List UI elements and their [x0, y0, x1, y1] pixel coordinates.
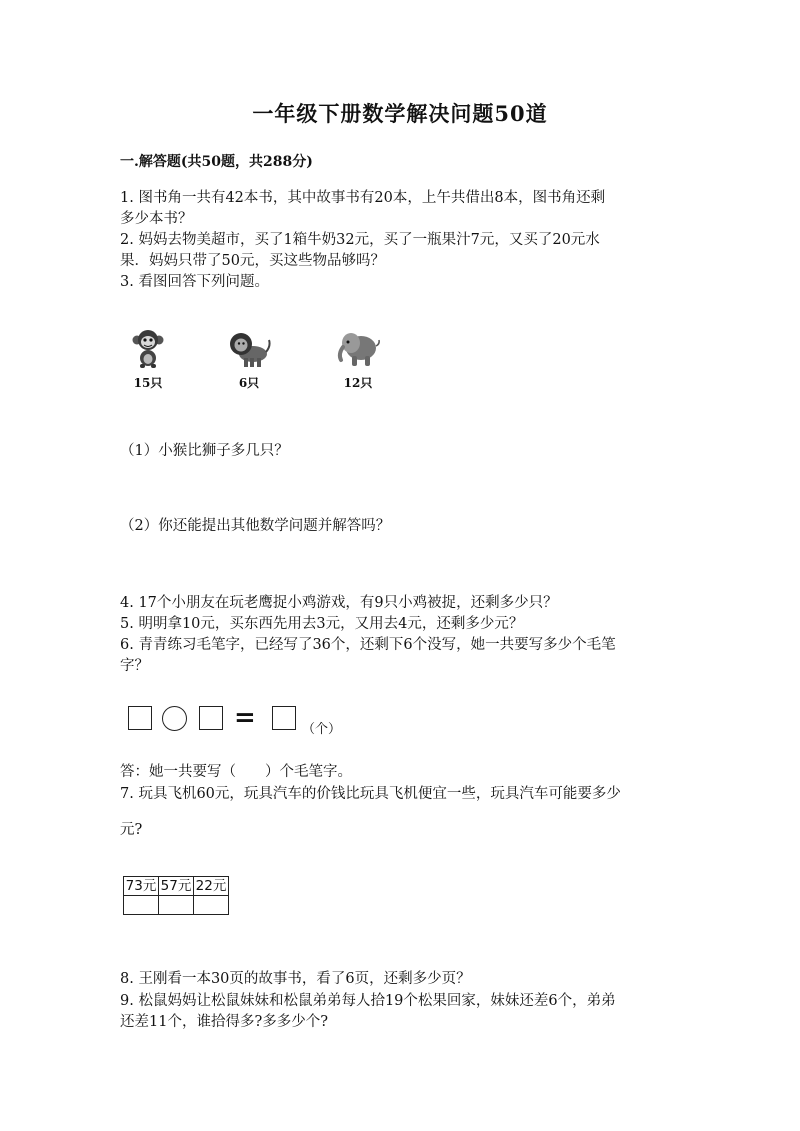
page-title: 一年级下册数学解决问题50道 — [252, 101, 548, 126]
question-3-sub-2: （2）你还能提出其他数学问题并解答吗？ — [120, 518, 391, 534]
question-4-line: 4. 17个小朋友在玩老鹰捉小鸡游戏，有9只小鸡被捉，还剩多少只？ — [120, 595, 558, 611]
equals-sign: = — [234, 703, 256, 733]
blank-cell-1 — [124, 896, 159, 915]
price-table — [123, 876, 229, 915]
price-row — [124, 877, 229, 896]
equation-unit: （个） — [302, 722, 342, 737]
question-1-line-1: 1. 图书角一共有42本书，其中故事书有20本，上午共借出8本，图书角还剩 — [120, 190, 606, 206]
animal-lion — [219, 328, 279, 391]
blank-cell-2 — [159, 896, 194, 915]
elephant-icon — [335, 328, 381, 368]
monkey-icon — [131, 328, 165, 368]
monkey-count: 15只 — [133, 376, 163, 390]
question-6-line-2: 字？ — [120, 658, 149, 674]
question-3-line: 3. 看图回答下列问题。 — [120, 274, 269, 290]
animal-elephant — [328, 328, 388, 391]
price-cell-2: 57元 — [159, 877, 194, 896]
question-6-answer: 答：她一共要写（ ）个毛笔字。 — [120, 764, 352, 780]
question-5-line: 5. 明明拿10元，买东西先用去3元，又用去4元，还剩多少元？ — [120, 616, 524, 632]
price-cell-1: 73元 — [124, 877, 159, 896]
question-8-line: 8. 王刚看一本30页的故事书，看了6页，还剩多少页？ — [120, 971, 471, 987]
question-7-line-2: 元? — [120, 822, 143, 838]
section-heading: 一.解答题(共50题，共288分) — [120, 154, 313, 170]
blank-row — [124, 896, 229, 915]
price-cell-3: 22元 — [194, 877, 229, 896]
animal-picture — [118, 328, 418, 398]
question-9-line-2: 还差11个，谁拾得多?多多少个? — [120, 1014, 328, 1030]
answer-box-1 — [128, 706, 152, 730]
answer-box-3 — [272, 706, 296, 730]
animal-monkey — [118, 328, 178, 391]
blank-cell-3 — [194, 896, 229, 915]
operator-circle — [162, 706, 187, 731]
question-9-line-1: 9. 松鼠妈妈让松鼠妹妹和松鼠弟弟每人拾19个松果回家，妹妹还差6个，弟弟 — [120, 993, 616, 1009]
lion-count: 6只 — [238, 376, 260, 390]
question-2-line-1: 2. 妈妈去物美超市，买了1箱牛奶32元，买了一瓶果汁7元，又买了20元水 — [120, 232, 600, 248]
question-7-line-1: 7. 玩具飞机60元，玩具汽车的价钱比玩具飞机便宜一些，玩具汽车可能要多少 — [120, 786, 621, 802]
lion-icon — [227, 328, 271, 368]
answer-box-2 — [199, 706, 223, 730]
elephant-count: 12只 — [343, 376, 373, 390]
question-1-line-2: 多少本书？ — [120, 211, 193, 227]
question-6-line-1: 6. 青青练习毛笔字，已经写了36个，还剩下6个没写，她一共要写多少个毛笔 — [120, 637, 616, 653]
question-3-sub-1: （1）小猴比狮子多几只？ — [120, 443, 289, 459]
question-2-line-2: 果．妈妈只带了50元，买这些物品够吗？ — [120, 253, 385, 269]
